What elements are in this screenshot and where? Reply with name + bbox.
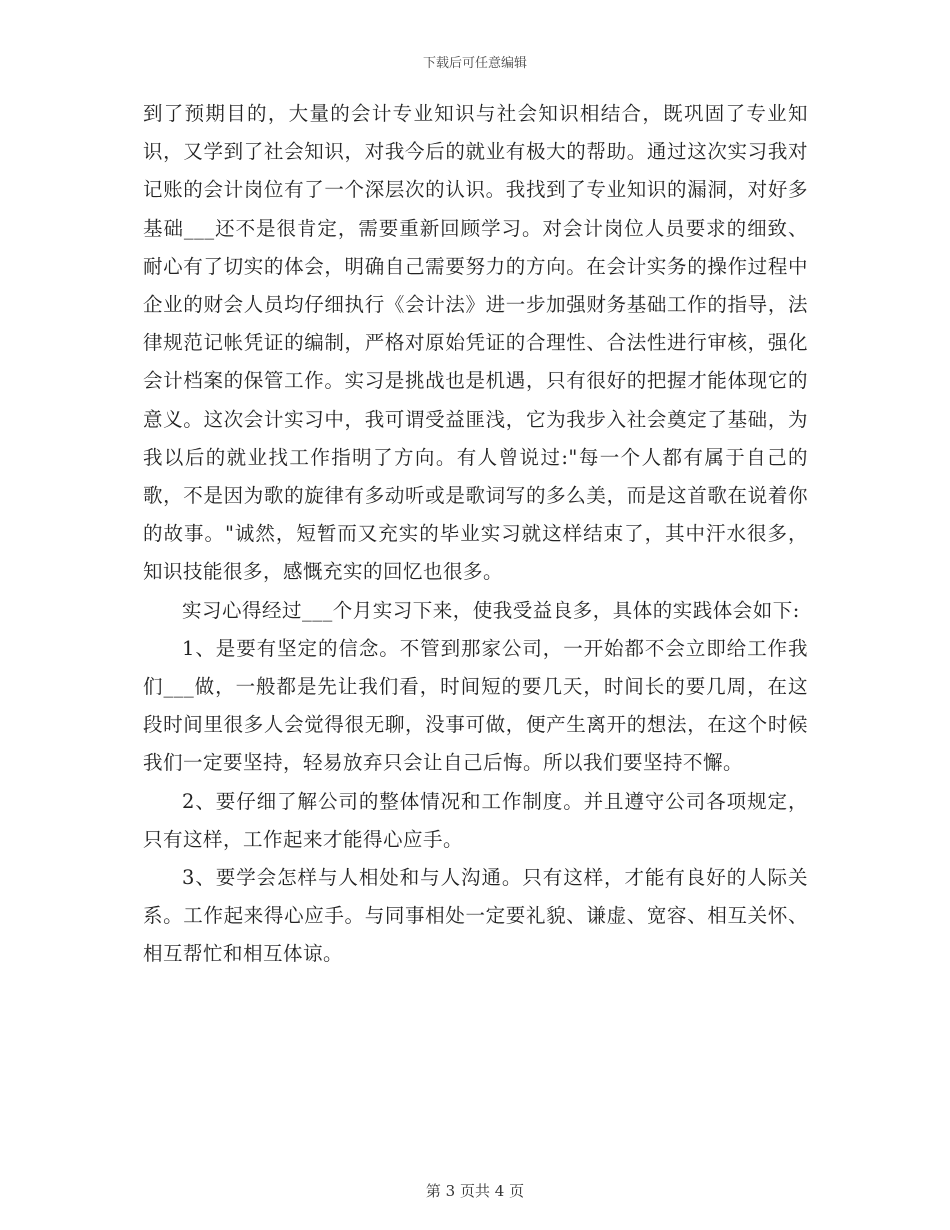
paragraph-point-2: 2、要仔细了解公司的整体情况和工作制度。并且遵守公司各项规定，只有这样，工作起来才能得心应手。 [143, 789, 808, 851]
paragraph-point-1: 1、是要有坚定的信念。不管到那家公司，一开始都不会立即给工作我们___做，一般都是先让我们看，时间短的要几天，时间长的要几周，在这段时间里很多人会觉得很无聊，没事可做，便产生离开的想法，在这个时候我们一定要坚持，轻易放弃只会让自己后悔。所以我们要坚持不懈。 [143, 636, 808, 775]
paragraph-continuation: 到了预期目的，大量的会计专业知识与社会知识相结合，既巩固了专业知识，又学到了社会知识，对我今后的就业有极大的帮助。通过这次实习我对记账的会计岗位有了一个深层次的认识。我找到了专业知识的漏洞，对好多基础___还不是很肯定，需要重新回顾学习。对会计岗位人员要求的细致、耐心有了切实的体会，明确自己需要努力的方向。在会计实务的操作过程中企业的财会人员均仔细执行《会计法》进一步加强财务基础工作的指导，法律规范记帐凭证的编制，严格对原始凭证的合理性、合法性进行审核，强化会计档案的保管工作。实习是挑战也是机遇，只有很好的把握才能体现它的意义。这次会计实习中，我可谓受益匪浅，它为我步入社会奠定了基础，为我以后的就业找工作指明了方向。有人曾说过:"每一个人都有属于自己的歌，不是因为歌的旋律有多动听或是歌词写的多么美，而是这首歌在说着你的故事。"诚然，短暂而又充实的毕业实习就这样结束了，其中汗水很多，知识技能很多，感慨充实的回忆也很多。 [143, 102, 808, 584]
paragraph-summary: 实习心得经过___个月实习下来，使我受益良多，具体的实践体会如下: [182, 598, 800, 622]
page-footer: 第 3 页共 4 页 [425, 1182, 525, 1200]
document-body [143, 95, 808, 974]
paragraph-point-3: 3、要学会怎样与人相处和与人沟通。只有这样，才能有良好的人际关系。工作起来得心应手。与同事相处一定要礼貌、谦虚、宽容、相互关怀、相互帮忙和相互体谅。 [143, 866, 808, 966]
page-header: 下载后可任意编辑 [422, 56, 527, 71]
